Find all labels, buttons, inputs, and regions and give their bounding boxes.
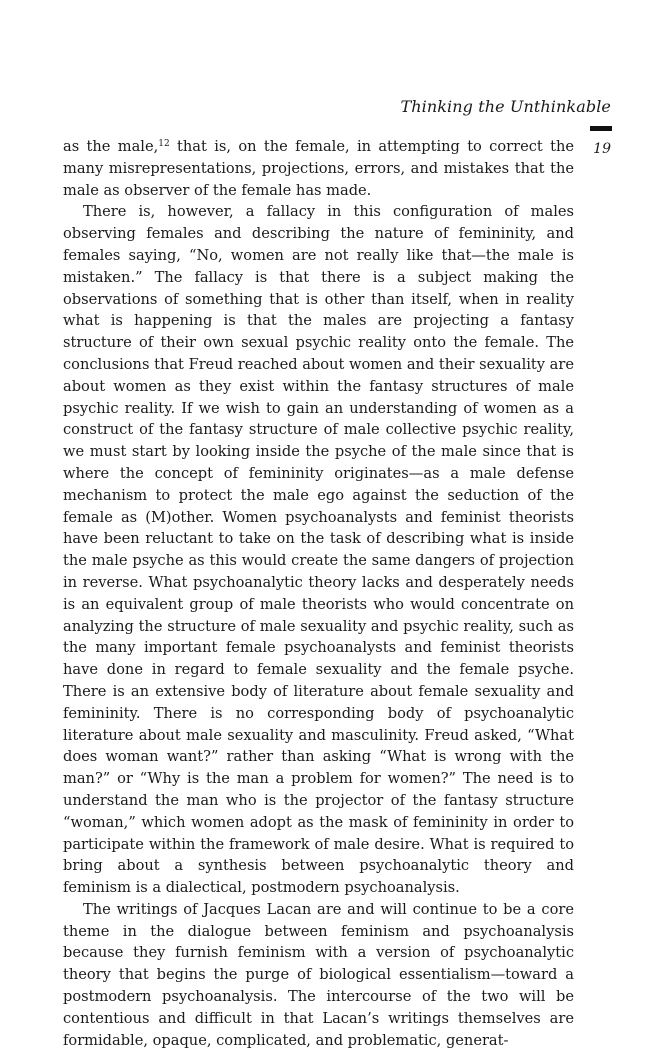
footnote-reference: 12 <box>158 139 170 149</box>
running-head-rule <box>590 126 612 131</box>
running-head-title: Thinking the Unthinkable <box>400 97 611 116</box>
paragraph-1 <box>63 136 574 201</box>
body-text <box>63 136 574 1051</box>
page-number: 19 <box>593 141 611 157</box>
paragraph-1-rest: that is, on the female, in attempting to correct the many misrepresentations, projections, errors, and mistakes that the male as observer of the female has made. <box>63 138 574 199</box>
paragraph-2: There is, however, a fallacy in this configuration of males observing females and describing the nature of femininity, and females saying, “No, women are not really like that—the male is mistaken.” The fallacy is that there is a subject making the observations of something that is other than itself, when in reality what is happening is that the males are projecting a fantasy structure of their own sexual psychic reality onto the female. The conclusions that Freud reached about women and their sexuality are about women as they exist within the fantasy structures of male psychic reality. If we wish to gain an understanding of women as a construct of the fantasy structure of male collective psychic reality, we must start by looking inside the psyche of the male since that is where the concept of femininity originates—as a male defense mechanism to protect the male ego against the seduction of the female as (M)other. Women psychoanalysts and feminist theorists have been reluctant to take on the task of describing what is inside the male psyche as this would create the same dangers of projection in reverse. What psychoanalytic theory lacks and desperately needs is an equivalent group of male theorists who would concentrate on analyzing the structure of male sexuality and psychic reality, such as the many important female psychoanalysts and feminist theorists have done in regard to female sexuality and the female psyche. There is an extensive body of literature about female sexuality and femininity. There is no corresponding body of psychoanalytic literature about male sexuality and masculinity. Freud asked, “What does woman want?” rather than asking “What is wrong with the man?” or “Why is the man a problem for women?” The need is to understand the man who is the projector of the fantasy structure “woman,” which women adopt as the mask of femininity in order to participate within the framework of male desire. What is required to bring about a synthesis between psychoanalytic theory and feminism is a dialectical, postmodern psychoanalysis. <box>63 203 574 897</box>
paragraph-1-start: as the male, <box>63 138 159 155</box>
paragraph-3: The writings of Jacques Lacan are and will continue to be a core theme in the dialogue between feminism and psychoanalysis because they furnish feminism with a version of psychoanalytic theory that begins the purge of biological essentialism—toward a postmodern psychoanalysis. The intercourse of the two will be contentious and difficult in that Lacan’s writings themselves are formidable, opaque, complicated, and problematic, generat- <box>63 900 574 1049</box>
